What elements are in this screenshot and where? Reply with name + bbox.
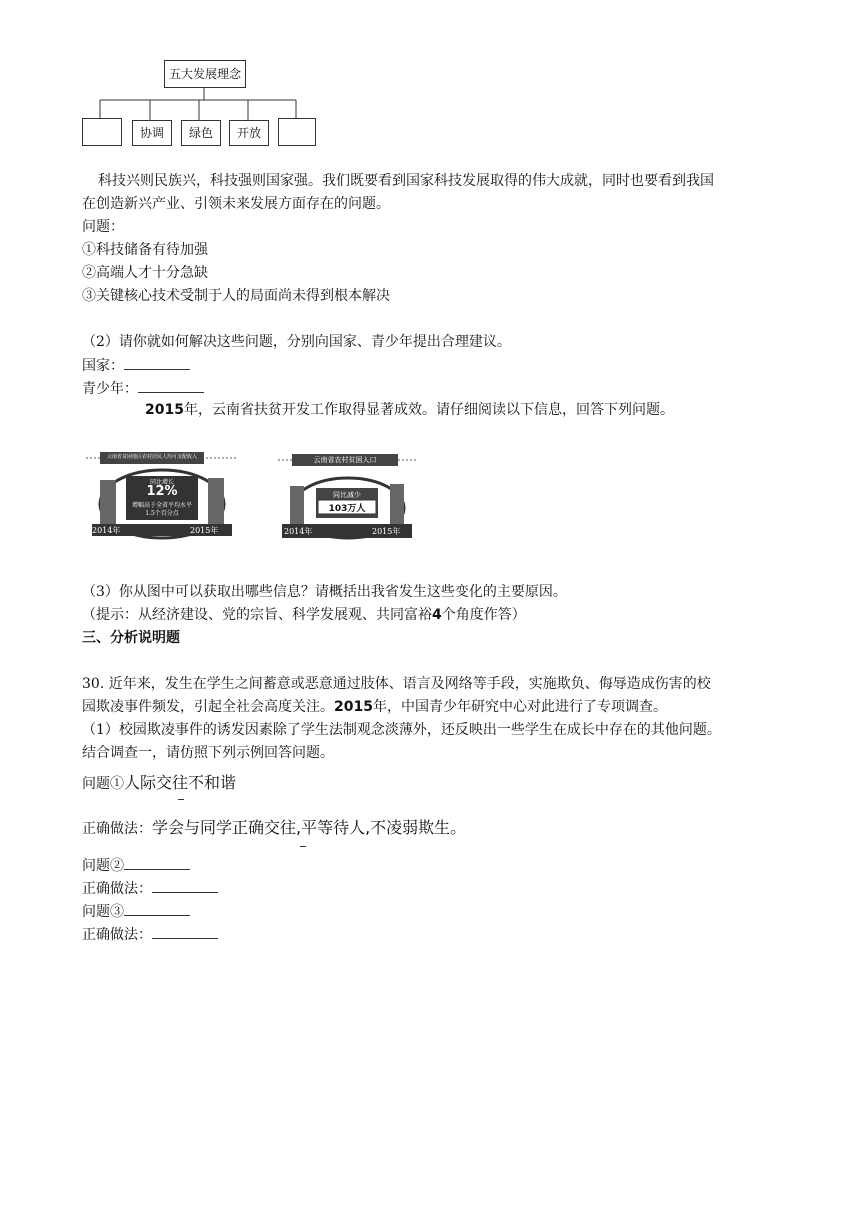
infographic-income <box>86 448 238 540</box>
q30-line2 <box>82 697 667 717</box>
q30-problem2 <box>82 855 190 876</box>
q30-problem2-label: 问题② <box>82 858 124 874</box>
income-value: 12% <box>146 484 178 499</box>
q3-hint-a: （提示：从经济建设、党的宗旨、科学发展观、共同富裕 <box>82 607 432 623</box>
diagram-root-box: 五大发展理念 <box>164 60 246 88</box>
q3-hint-num: 4 <box>432 607 442 623</box>
passage1-item-2: ②高端人才十分急缺 <box>82 265 208 281</box>
q30-problem3 <box>82 901 190 922</box>
q30-practice1 <box>82 818 466 839</box>
q2-youth-label: 青少年： <box>82 381 138 397</box>
q30-practice2-label: 正确做法： <box>82 881 152 897</box>
income-label: 同比增长 <box>149 479 174 486</box>
diagram-child-2: 协调 <box>132 120 172 146</box>
passage1-item-3: ③关键核心技术受制于人的局面尚未得到根本解决 <box>82 288 390 304</box>
poverty-year-right: 2015年 <box>372 527 401 536</box>
q2-country-label: 国家： <box>82 358 124 374</box>
diagram-child-4: 开放 <box>229 120 269 146</box>
poverty-year-left: 2014年 <box>284 527 313 536</box>
q30-line2a: 园欺凌事件频发，引起全社会高度关注。 <box>82 699 334 715</box>
diagram-child-5 <box>278 118 316 146</box>
q30-practice1-mark <box>300 846 306 847</box>
q2-prompt: （2）请你就如何解决这些问题，分别向国家、青少年提出合理建议。 <box>82 334 511 350</box>
q30-line2b: 年，中国青少年研究中心对此进行了专项调查。 <box>372 699 667 715</box>
q30-problem1-label: 问题① <box>82 776 124 792</box>
q2-country <box>82 355 190 376</box>
q2-youth <box>82 378 204 399</box>
q30-practice1-label: 正确做法： <box>82 821 152 837</box>
infographic-poverty <box>278 452 416 540</box>
passage1-label: 问题： <box>82 219 124 235</box>
q30-practice1-answer: 学会与同学正确交往,平等待人,不凌弱欺生。 <box>152 818 467 837</box>
income-note2: 1.5个百分点 <box>145 510 179 517</box>
poverty-value: 103万人 <box>328 504 366 514</box>
q30-problem2-blank[interactable] <box>124 855 190 870</box>
q30-problem1 <box>82 773 236 794</box>
passage1-line1: 科技兴则民族兴，科技强则国家强。我们既要看到国家科技发展取得的伟大成就，同时也要看到我国 <box>98 173 714 189</box>
intro-year: 2015 <box>145 402 184 418</box>
q30-practice3 <box>82 924 218 945</box>
q3-hint-b: 个角度作答） <box>441 607 526 623</box>
passage1-line2: 在创造新兴产业、引领未来发展方面存在的问题。 <box>82 196 390 212</box>
concept-diagram <box>82 58 322 148</box>
income-year-right: 2015年 <box>190 526 219 535</box>
passage1-item-1: ①科技储备有待加强 <box>82 242 208 258</box>
income-year-left: 2014年 <box>92 526 121 535</box>
q30-problem3-blank[interactable] <box>124 901 190 916</box>
q30-practice3-label: 正确做法： <box>82 927 152 943</box>
q30-sub1-line2: 结合调查一，请仿照下列示例回答问题。 <box>82 745 334 761</box>
q30-practice2 <box>82 878 218 899</box>
q3-hint <box>82 605 526 625</box>
income-title: 云南省贫困地区农村居民人均可支配收入 <box>106 454 197 460</box>
poverty-title: 云南省农村贫困人口 <box>313 456 377 464</box>
q2-youth-blank[interactable] <box>138 378 204 393</box>
q2-country-blank[interactable] <box>124 355 190 370</box>
income-note1: 增幅高于全省平均水平 <box>131 502 192 509</box>
q3-prompt: （3）你从图中可以获取出哪些信息？请概括出我省发生这些变化的主要原因。 <box>82 584 567 600</box>
q30-practice2-blank[interactable] <box>152 878 218 893</box>
poverty-label: 同比减少 <box>333 491 361 499</box>
diagram-child-1 <box>82 118 122 146</box>
q30-problem1-answer: 人际交往不和谐 <box>124 773 237 792</box>
q30-practice3-blank[interactable] <box>152 924 218 939</box>
diagram-child-3: 绿色 <box>181 120 221 146</box>
intro-2015 <box>145 400 674 420</box>
q30-year: 2015 <box>334 699 373 715</box>
q30-sub1-line1: （1）校园欺凌事件的诱发因素除了学生法制观念淡薄外，还反映出一些学生在成长中存在的其他问题。 <box>82 722 721 738</box>
q30-line1: 30. 近年来，发生在学生之间蓄意或恶意通过肢体、语言及网络等手段，实施欺负、侮辱造成伤害的校 <box>82 676 711 692</box>
q30-problem3-label: 问题③ <box>82 904 124 920</box>
q30-problem1-mark <box>178 799 184 800</box>
intro-text: 年，云南省扶贫开发工作取得显著成效。请仔细阅读以下信息，回答下列问题。 <box>183 402 674 418</box>
section3-title: 三、分析说明题 <box>82 630 180 646</box>
